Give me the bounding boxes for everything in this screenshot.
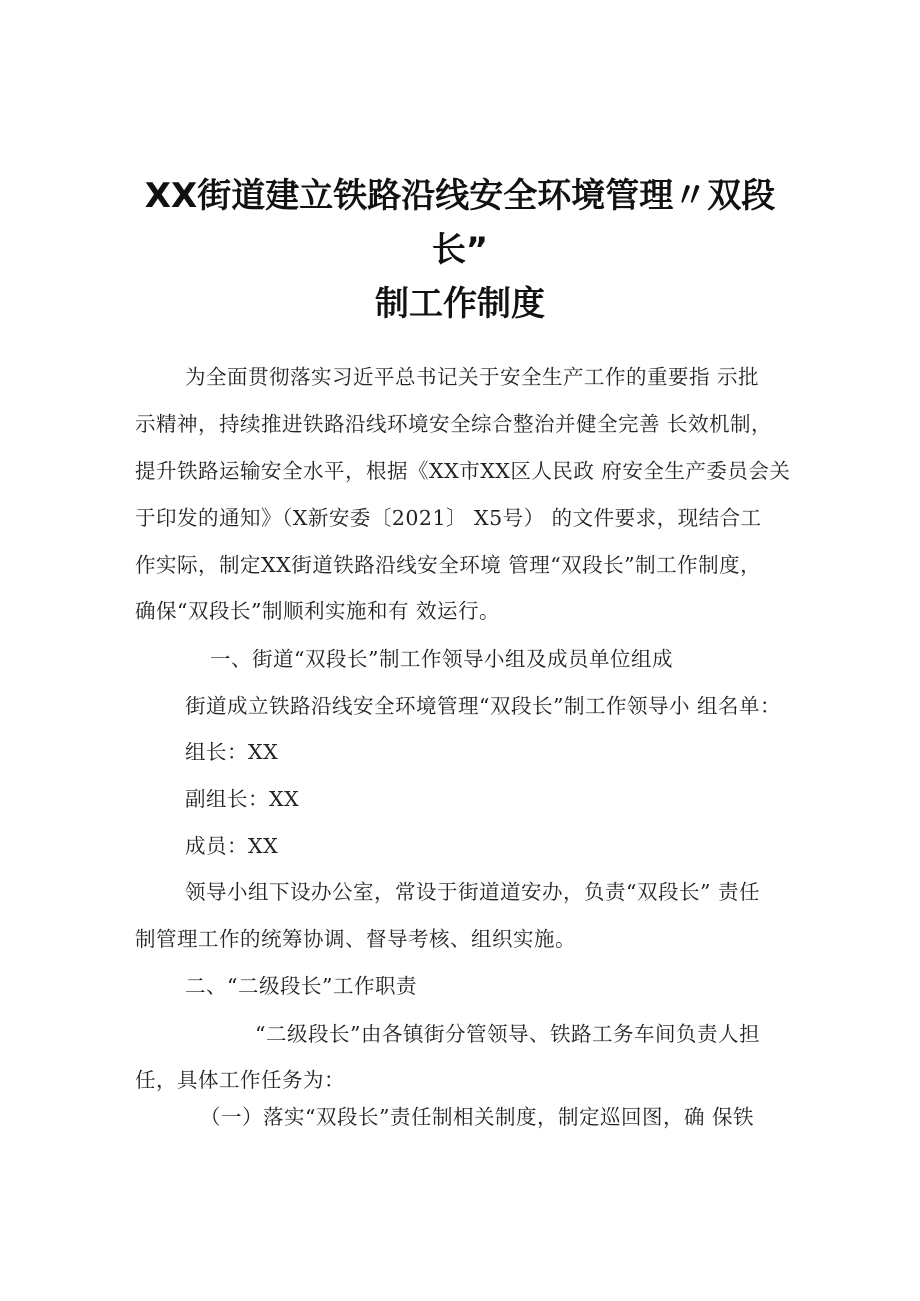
body-line: “二级段长”由各镇街分管领导、铁路工务车间负责人担 (255, 1022, 760, 1046)
body-line: 任，具体工作任务为： (135, 1068, 345, 1092)
document-title-line-1: XX街道建立铁路沿线安全环境管理〃双段 (144, 176, 776, 216)
section-heading: 一、街道“双段长”制工作领导小组及成员单位组成 (210, 647, 673, 671)
body-line: 街道成立铁路沿线安全环境管理“双段长”制工作领导小 组名单： (185, 694, 781, 718)
document-title-line-2: 长” (431, 230, 489, 270)
body-line: 示精神，持续推进铁路沿线环境安全综合整治并健全完善 长效机制， (135, 412, 773, 436)
body-line: 副组长：XX (185, 787, 300, 811)
body-line: （一）落实“双段长”责任制相关制度，制定巡回图，确 保铁 (200, 1105, 754, 1129)
body-line: 于印发的通知》（X新安委〔2021〕 X5号） 的文件要求，现结合工 (135, 506, 762, 530)
document-title-line-3: 制工作制度 (375, 284, 545, 324)
body-line: 作实际，制定XX街道铁路沿线安全环境 管理“双段长”制工作制度， (135, 553, 762, 577)
body-line: 领导小组下设办公室，常设于街道道安办，负责“双段长” 责任 (185, 880, 760, 904)
body-line: 提升铁路运输安全水平，根据《XX市XX区人民政 府安全生产委员会关 (135, 459, 791, 483)
body-line: 确保“双段长”制顺利实施和有 效运行。 (135, 599, 500, 623)
body-line: 组长：XX (185, 740, 279, 764)
body-line: 制管理工作的统筹协调、督导考核、组织实施。 (135, 927, 576, 951)
section-heading: 二、“二级段长”工作职责 (185, 974, 417, 998)
body-line: 成员：XX (185, 834, 279, 858)
body-line: 为全面贯彻落实习近平总书记关于安全生产工作的重要指 示批 (185, 365, 760, 389)
